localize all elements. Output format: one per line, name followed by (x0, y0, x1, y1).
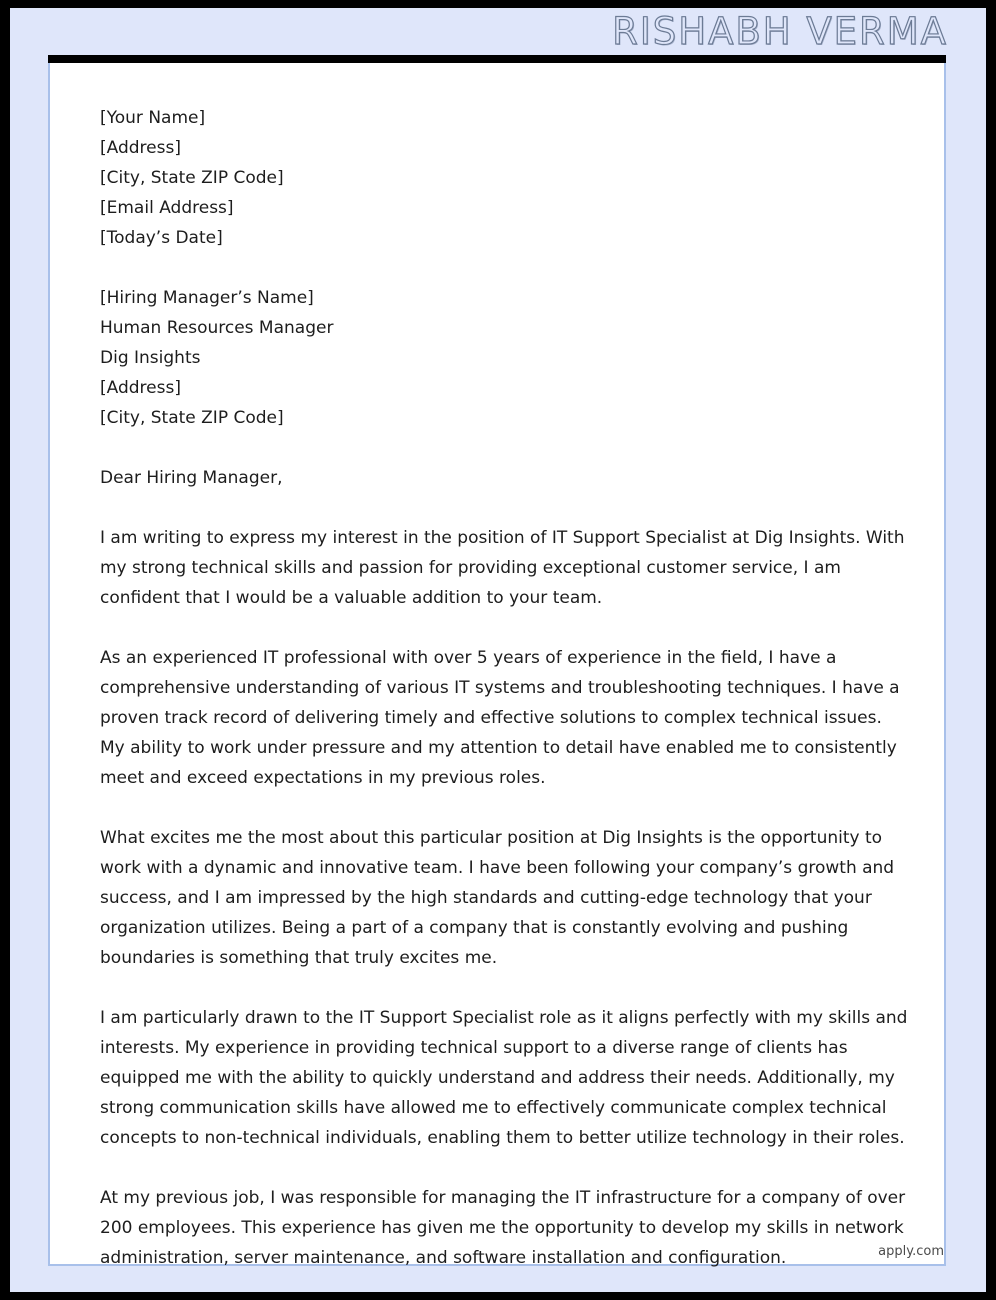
sender-line: [City, State ZIP Code] (100, 168, 284, 188)
sender-line: [Today’s Date] (100, 228, 223, 248)
header-divider-rule (48, 55, 946, 63)
letter-paragraph: I am writing to express my interest in the position of IT Support Specialist at Dig Insights. With my strong technical skills and passion for providing exceptional customer service, I am confident that I would be a valuable addition to your team. (100, 528, 905, 608)
sender-address-block (100, 103, 908, 253)
letter-header (10, 8, 986, 55)
recipient-line: [Hiring Manager’s Name] (100, 288, 314, 308)
recipient-line: Human Resources Manager (100, 318, 334, 338)
sender-line: [Address] (100, 138, 181, 158)
letter-paragraph: At my previous job, I was responsible for managing the IT infrastructure for a company of over 200 employees. This experience has given me the opportunity to develop my skills in network administration, server maintenance, and software installation and configuration. (100, 1188, 906, 1268)
applicant-name: RISHABH VERMA (612, 10, 948, 53)
sender-line: [Your Name] (100, 108, 206, 128)
letter-paragraph: As an experienced IT professional with over 5 years of experience in the field, I have a comprehensive understanding of various IT systems and troubleshooting techniques. I have a proven track record of delivering timely and effective solutions to complex technical issues. My ability to work under pressure and my attention to detail have enabled me to consistently meet and exceed expectations in my previous roles. (100, 648, 900, 788)
recipient-line: [Address] (100, 378, 181, 398)
recipient-address-block (100, 283, 908, 433)
letter-paragraph: I am particularly drawn to the IT Support Specialist role as it aligns perfectly with my skills and interests. My experience in providing technical support to a diverse range of clients has equipped me with the ability to quickly understand and address their needs. Additionally, my strong communication skills have allowed me to effectively communicate complex technical concepts to non-technical individuals, enabling them to better utilize technology in their roles. (100, 1008, 908, 1148)
recipient-line: [City, State ZIP Code] (100, 408, 284, 428)
sender-line: [Email Address] (100, 198, 234, 218)
recipient-line: Dig Insights (100, 348, 201, 368)
letter-paragraph: What excites me the most about this particular position at Dig Insights is the opportunity to work with a dynamic and innovative team. I have been following your company’s growth and success, and I am impressed by the high standards and cutting-edge technology that your organization utilizes. Being a part of a company that is constantly evolving and pushing boundaries is something that truly excites me. (100, 828, 895, 968)
site-watermark: apply.com (878, 1244, 944, 1259)
salutation: Dear Hiring Manager, (100, 468, 283, 488)
letter-body (48, 63, 946, 1292)
page-surface (10, 8, 986, 1292)
